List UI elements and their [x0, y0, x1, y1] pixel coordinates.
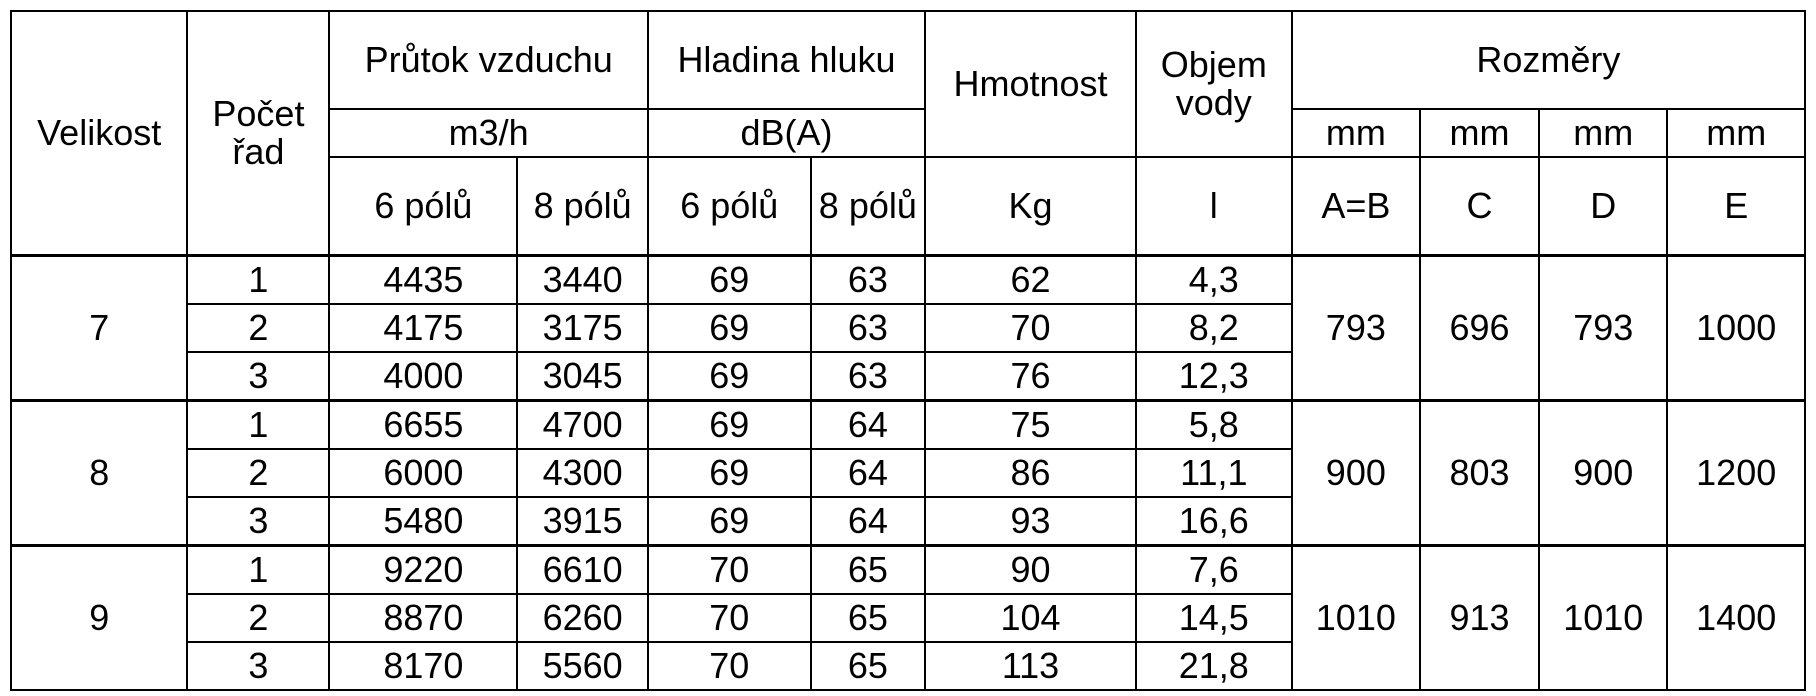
- objem-vody-cell: 16,6: [1136, 497, 1292, 546]
- velikost-cell: 9: [11, 546, 187, 691]
- header-hmotnost: Hmotnost: [925, 11, 1136, 157]
- hmotnost-cell: 76: [925, 352, 1136, 401]
- header-rozmery-label-d: D: [1539, 157, 1667, 256]
- prutok-6-polu-cell: 4000: [329, 352, 517, 401]
- prutok-6-polu-cell: 4435: [329, 256, 517, 305]
- table-row: [11, 401, 1805, 450]
- prutok-6-polu-cell: 6000: [329, 449, 517, 497]
- header-rozmery: Rozměry: [1292, 11, 1805, 109]
- header-rozmery-unit-e: mm: [1667, 109, 1805, 157]
- hmotnost-cell: 90: [925, 546, 1136, 595]
- pocet-rad-cell: 3: [187, 642, 329, 690]
- rozmer-a-b-cell: 900: [1292, 401, 1420, 546]
- prutok-8-polu-cell: 4300: [517, 449, 648, 497]
- objem-vody-cell: 5,8: [1136, 401, 1292, 450]
- prutok-6-polu-cell: 4175: [329, 304, 517, 352]
- header-rozmery-label-c: C: [1420, 157, 1539, 256]
- hladina-6-polu-cell: 69: [648, 352, 811, 401]
- objem-vody-cell: 12,3: [1136, 352, 1292, 401]
- prutok-6-polu-cell: 8870: [329, 594, 517, 642]
- objem-vody-cell: 8,2: [1136, 304, 1292, 352]
- prutok-8-polu-cell: 6260: [517, 594, 648, 642]
- hladina-6-polu-cell: 69: [648, 256, 811, 305]
- prutok-8-polu-cell: 6610: [517, 546, 648, 595]
- rozmer-c-cell: 696: [1420, 256, 1539, 401]
- hmotnost-cell: 86: [925, 449, 1136, 497]
- header-prutok: Průtok vzduchu: [329, 11, 647, 109]
- pocet-rad-cell: 2: [187, 594, 329, 642]
- pocet-rad-cell: 3: [187, 352, 329, 401]
- hladina-8-polu-cell: 63: [811, 304, 926, 352]
- table-body: [11, 11, 1805, 690]
- header-rozmery-unit-c: mm: [1420, 109, 1539, 157]
- header-hladina-6-polu: 6 pólů: [648, 157, 811, 256]
- rozmer-a-b-cell: 793: [1292, 256, 1420, 401]
- specification-table: [10, 10, 1806, 691]
- header-prutok-unit: m3/h: [329, 109, 647, 157]
- prutok-8-polu-cell: 3440: [517, 256, 648, 305]
- prutok-6-polu-cell: 9220: [329, 546, 517, 595]
- table-row: [11, 256, 1805, 305]
- hmotnost-cell: 113: [925, 642, 1136, 690]
- header-rozmery-unit-d: mm: [1539, 109, 1667, 157]
- objem-vody-cell: 4,3: [1136, 256, 1292, 305]
- objem-vody-cell: 11,1: [1136, 449, 1292, 497]
- header-rozmery-unit-a: mm: [1292, 109, 1420, 157]
- hladina-8-polu-cell: 63: [811, 256, 926, 305]
- hladina-8-polu-cell: 64: [811, 497, 926, 546]
- rozmer-e-cell: 1200: [1667, 401, 1805, 546]
- header-hladina-unit: dB(A): [648, 109, 925, 157]
- table-row: [11, 546, 1805, 595]
- prutok-8-polu-cell: 3915: [517, 497, 648, 546]
- hmotnost-cell: 70: [925, 304, 1136, 352]
- hmotnost-cell: 104: [925, 594, 1136, 642]
- hladina-8-polu-cell: 64: [811, 401, 926, 450]
- prutok-8-polu-cell: 5560: [517, 642, 648, 690]
- hladina-8-polu-cell: 65: [811, 594, 926, 642]
- pocet-rad-cell: 1: [187, 401, 329, 450]
- header-hladina-8-polu: 8 pólů: [811, 157, 926, 256]
- header-prutok-8-polu: 8 pólů: [517, 157, 648, 256]
- header-objem-unit: l: [1136, 157, 1292, 256]
- hladina-6-polu-cell: 69: [648, 497, 811, 546]
- pocet-rad-cell: 1: [187, 546, 329, 595]
- hladina-6-polu-cell: 69: [648, 449, 811, 497]
- objem-vody-cell: 21,8: [1136, 642, 1292, 690]
- prutok-8-polu-cell: 3175: [517, 304, 648, 352]
- header-prutok-6-polu: 6 pólů: [329, 157, 517, 256]
- objem-vody-cell: 7,6: [1136, 546, 1292, 595]
- hladina-6-polu-cell: 69: [648, 304, 811, 352]
- rozmer-a-b-cell: 1010: [1292, 546, 1420, 691]
- velikost-cell: 8: [11, 401, 187, 546]
- pocet-rad-cell: 2: [187, 449, 329, 497]
- header-hladina: Hladina hluku: [648, 11, 925, 109]
- prutok-6-polu-cell: 8170: [329, 642, 517, 690]
- rozmer-e-cell: 1400: [1667, 546, 1805, 691]
- header-velikost: Velikost: [11, 11, 187, 256]
- pocet-rad-cell: 2: [187, 304, 329, 352]
- hladina-6-polu-cell: 69: [648, 401, 811, 450]
- hmotnost-cell: 62: [925, 256, 1136, 305]
- hladina-8-polu-cell: 65: [811, 546, 926, 595]
- header-rozmery-label-a: A=B: [1292, 157, 1420, 256]
- rozmer-c-cell: 803: [1420, 401, 1539, 546]
- header-pocet-rad: Počet řad: [187, 11, 329, 256]
- prutok-8-polu-cell: 3045: [517, 352, 648, 401]
- rozmer-d-cell: 900: [1539, 401, 1667, 546]
- velikost-cell: 7: [11, 256, 187, 401]
- hladina-6-polu-cell: 70: [648, 594, 811, 642]
- hladina-6-polu-cell: 70: [648, 642, 811, 690]
- header-row: [11, 11, 1805, 109]
- hladina-8-polu-cell: 63: [811, 352, 926, 401]
- rozmer-d-cell: 793: [1539, 256, 1667, 401]
- hmotnost-cell: 75: [925, 401, 1136, 450]
- rozmer-c-cell: 913: [1420, 546, 1539, 691]
- pocet-rad-cell: 3: [187, 497, 329, 546]
- hladina-8-polu-cell: 65: [811, 642, 926, 690]
- hladina-8-polu-cell: 64: [811, 449, 926, 497]
- hmotnost-cell: 93: [925, 497, 1136, 546]
- pocet-rad-cell: 1: [187, 256, 329, 305]
- prutok-6-polu-cell: 6655: [329, 401, 517, 450]
- header-rozmery-label-e: E: [1667, 157, 1805, 256]
- rozmer-e-cell: 1000: [1667, 256, 1805, 401]
- rozmer-d-cell: 1010: [1539, 546, 1667, 691]
- hladina-6-polu-cell: 70: [648, 546, 811, 595]
- header-objem: Objem vody: [1136, 11, 1292, 157]
- objem-vody-cell: 14,5: [1136, 594, 1292, 642]
- prutok-6-polu-cell: 5480: [329, 497, 517, 546]
- prutok-8-polu-cell: 4700: [517, 401, 648, 450]
- header-hmotnost-unit: Kg: [925, 157, 1136, 256]
